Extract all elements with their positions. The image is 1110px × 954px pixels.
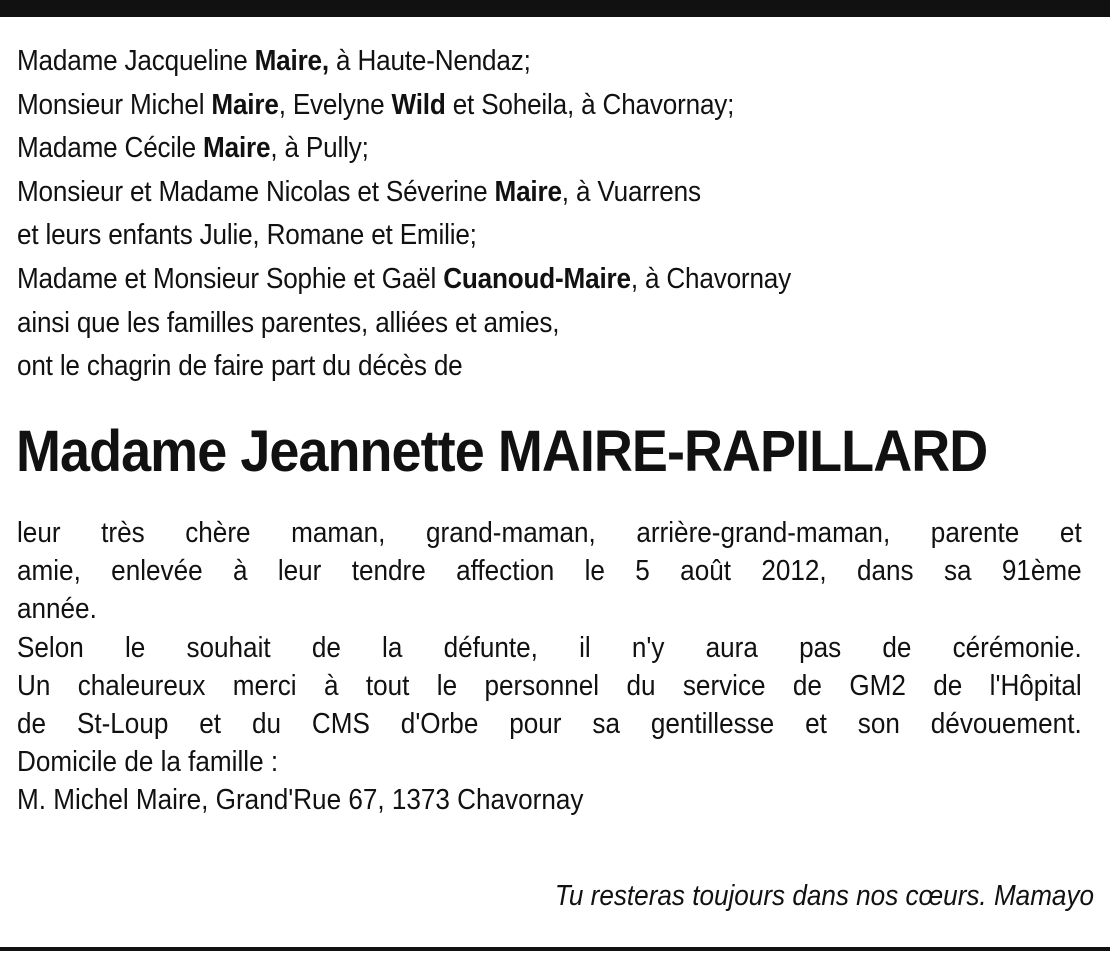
- family-line: Madame Cécile Maire, à Pully;: [17, 132, 369, 165]
- body-line: de St-Loup et du CMS d'Orbe pour sa gentillesse et son dévouement.: [17, 708, 1082, 741]
- body-line: Un chaleureux merci à tout le personnel du service de GM2 de l'Hôpital: [17, 669, 1082, 702]
- body-line: Selon le souhait de la défunte, il n'y aura pas de cérémonie.: [17, 631, 1082, 664]
- body-line: M. Michel Maire, Grand'Rue 67, 1373 Chavornay: [17, 784, 584, 817]
- body-line: amie, enlevée à leur tendre affection le 5 août 2012, dans sa 91ème: [17, 555, 1082, 588]
- family-line: Monsieur et Madame Nicolas et Séverine Maire, à Vuarrens: [17, 175, 701, 208]
- closing-motto: Tu resteras toujours dans nos cœurs. Mamayo: [554, 880, 1094, 912]
- body-line: année.: [17, 593, 97, 626]
- family-line: ont le chagrin de faire part du décès de: [17, 350, 463, 383]
- body-line: Domicile de la famille :: [17, 746, 279, 779]
- family-line: ainsi que les familles parentes, alliées et amies,: [17, 306, 560, 339]
- family-line: Madame Jacqueline Maire, à Haute-Nendaz;: [17, 45, 531, 77]
- family-line: Madame et Monsieur Sophie et Gaël Cuanoud-Maire, à Chavornay: [17, 262, 791, 295]
- family-list: [17, 40, 1097, 389]
- deceased-name: Madame Jeannette MAIRE-RAPILLARD: [16, 419, 988, 484]
- notice-body: [17, 514, 1082, 820]
- top-rule: [0, 0, 1110, 17]
- family-line: Monsieur Michel Maire, Evelyne Wild et Soheila, à Chavornay;: [17, 88, 735, 121]
- body-line: leur très chère maman, grand-maman, arrière-grand-maman, parente et: [17, 517, 1082, 549]
- family-line: et leurs enfants Julie, Romane et Emilie;: [17, 219, 477, 252]
- bottom-rule: [0, 947, 1110, 951]
